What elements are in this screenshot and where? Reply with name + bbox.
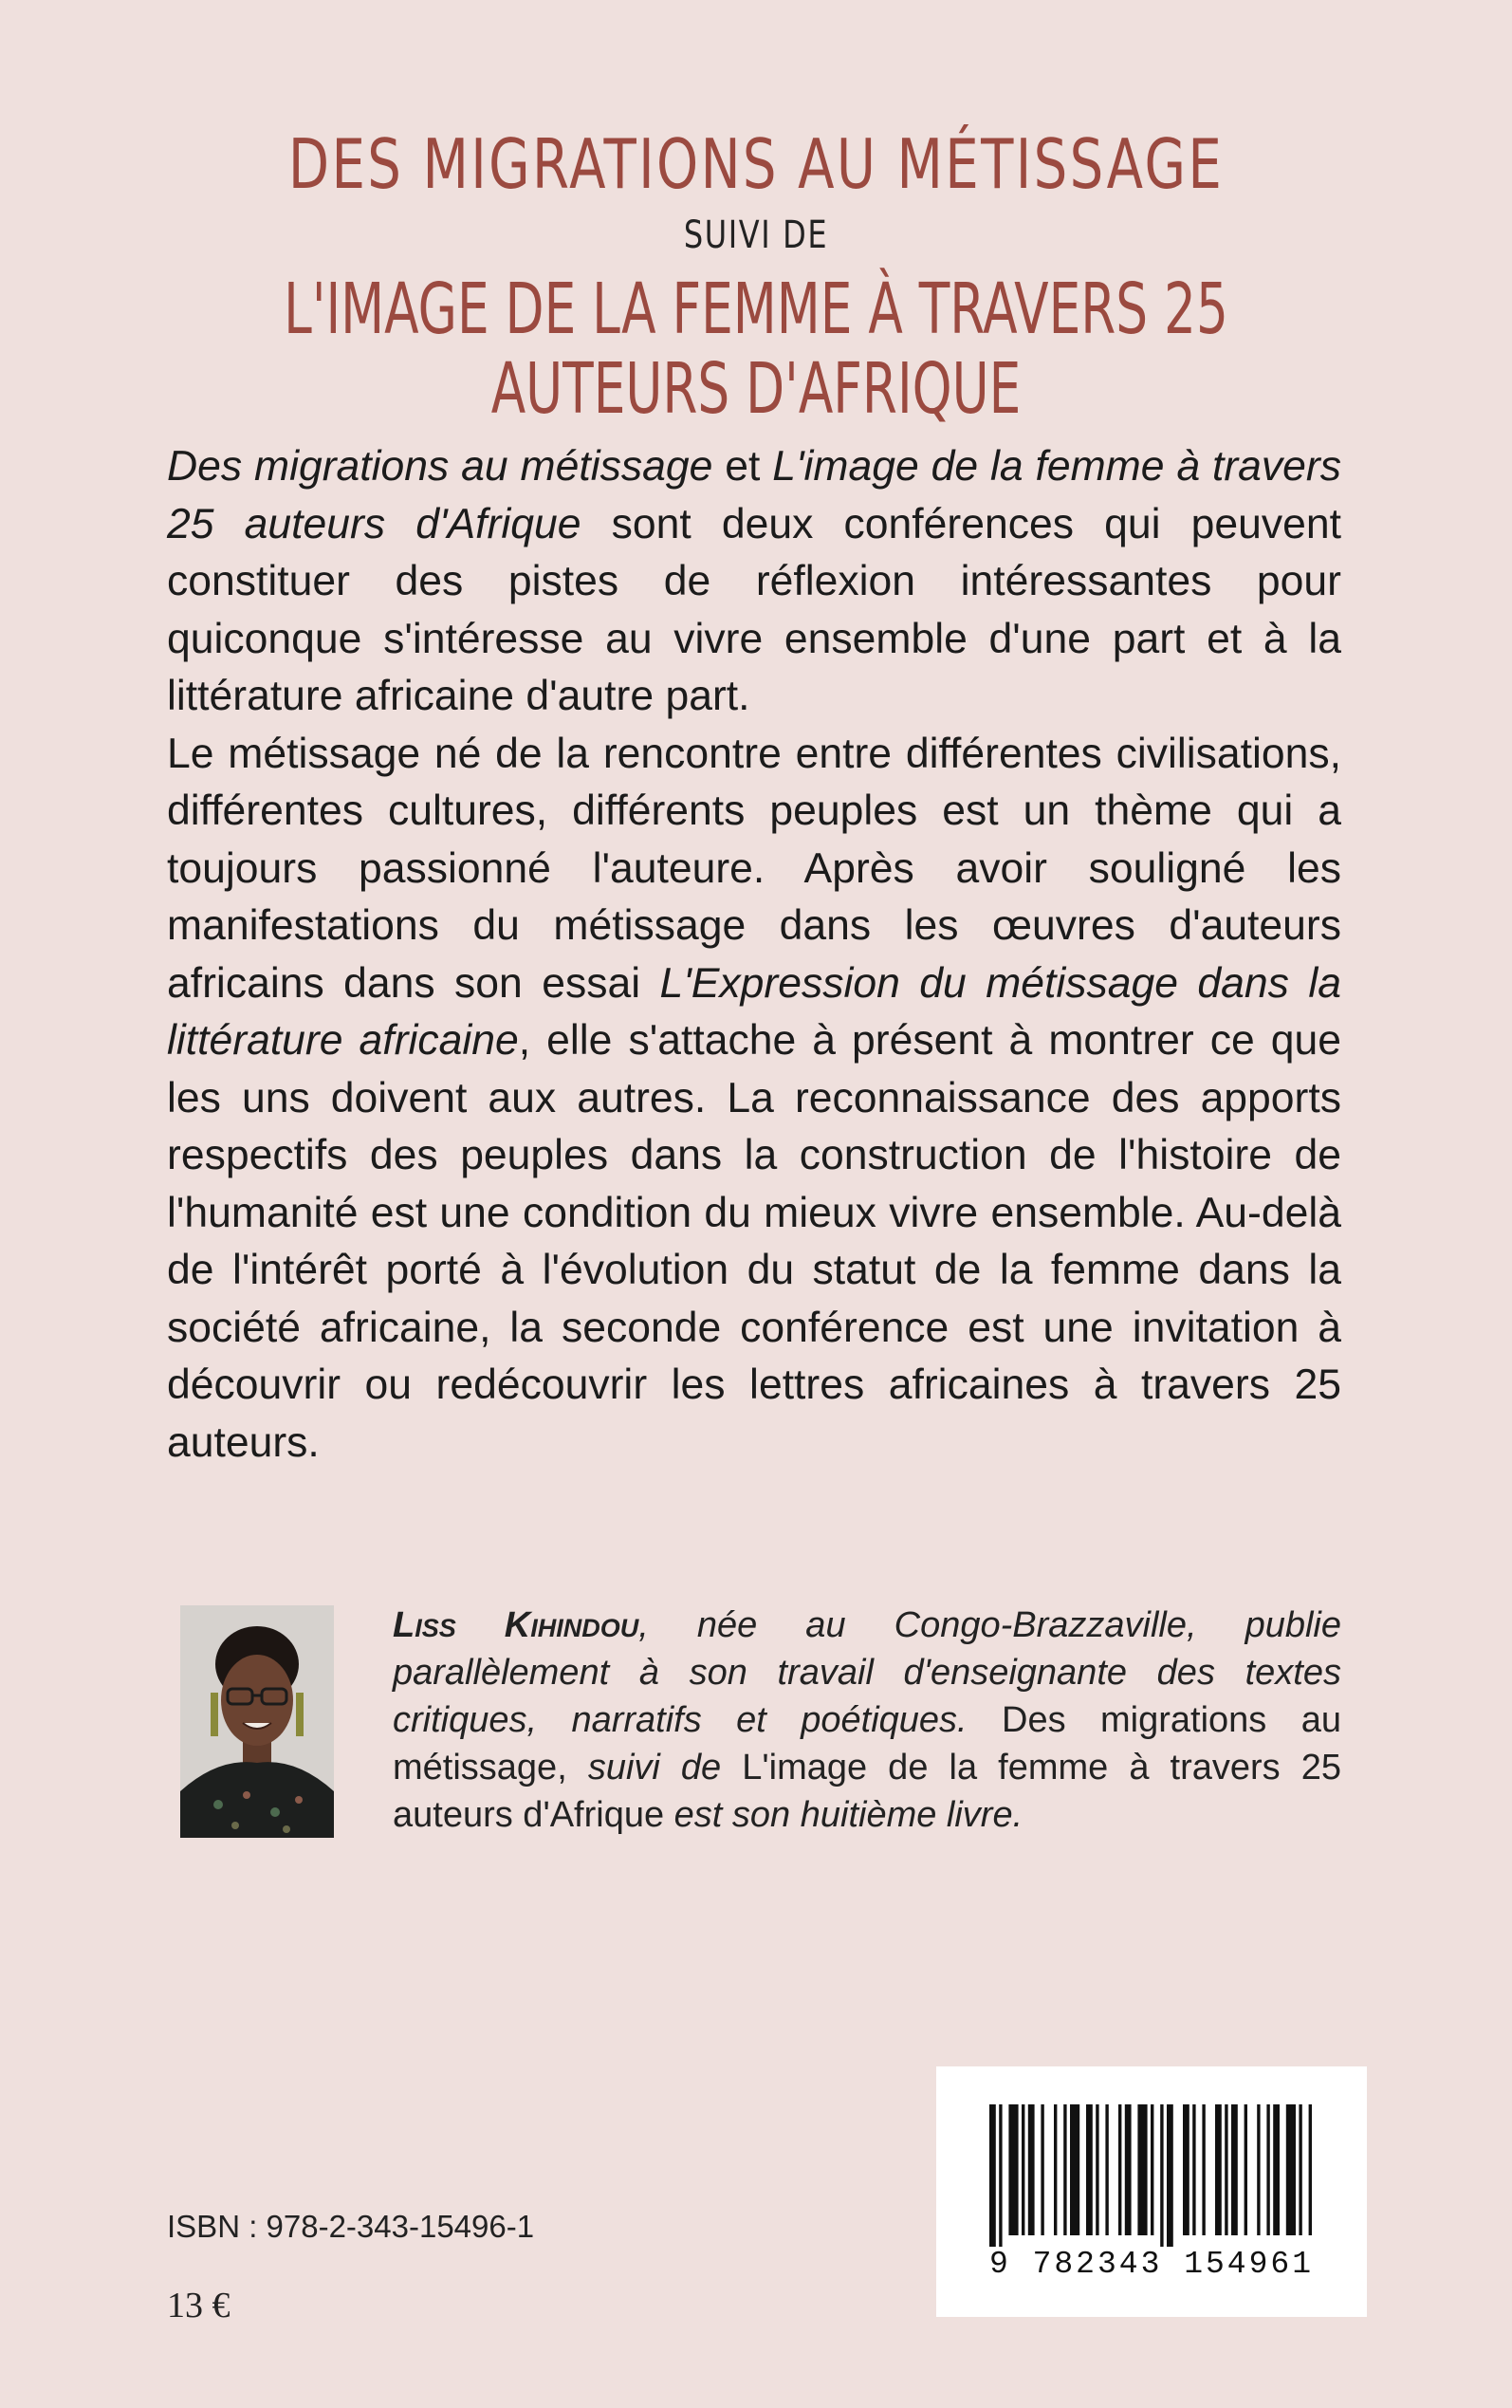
barcode-bar <box>1125 2104 1132 2235</box>
barcode-bar <box>1202 2104 1205 2235</box>
price: 13 € <box>167 2286 230 2325</box>
summary-title-1: Des migrations au métissage <box>167 443 713 490</box>
barcode-bar <box>1167 2104 1173 2247</box>
barcode-bar <box>1215 2104 1222 2235</box>
author-bio-text: , née au Congo-Brazzaville, publie parallèlement à son travail d'enseignante des textes critiques, narratifs et poétiques. <box>393 1605 1342 1740</box>
barcode-bar <box>1266 2104 1269 2235</box>
back-cover-summary <box>167 438 1341 1472</box>
summary-essay-title: L'Expression du métissage dans la littérature africaine <box>167 959 1341 1064</box>
barcode-bar <box>1008 2104 1018 2235</box>
barcode-bar <box>1086 2104 1093 2235</box>
author-photo <box>180 1605 334 1838</box>
barcode-bar <box>1257 2104 1260 2235</box>
barcode-bar <box>1070 2104 1079 2235</box>
title-block <box>0 125 1512 429</box>
author-book-title-2: L'image de la femme à travers 25 auteurs d'Afrique <box>393 1748 1341 1835</box>
barcode-bar <box>1183 2104 1189 2235</box>
barcode-bar <box>1041 2104 1043 2235</box>
barcode-bar <box>1096 2104 1098 2235</box>
barcode-bar <box>999 2104 1002 2247</box>
book-title: DES MIGRATIONS AU MÉTISSAGE <box>287 124 1225 204</box>
author-bio <box>393 1602 1341 1839</box>
barcode-bar <box>1225 2104 1227 2235</box>
book-subtitle-connector: SUIVI DE <box>683 213 829 257</box>
summary-and: et <box>712 443 773 490</box>
barcode-bar <box>1105 2104 1108 2235</box>
barcode-bar <box>1054 2104 1057 2235</box>
barcode-bar <box>1151 2104 1153 2235</box>
summary-p2-text: , elle s'attache à présent à montrer ce que les uns doivent aux autres. La reconnaissance des apports respectifs des peuples dans la construction de l'histoire de l'humanité est une condition du mieux vivre ensemble. Au-delà de l'intérêt porté à l'évolution du statut de la femme dans la société africaine, la seconde conférence est une invitation à découvrir ou redécouvrir les lettres africaines à travers 25 auteurs. <box>167 1017 1341 1466</box>
author-suivi-de: suivi de <box>587 1748 722 1787</box>
barcode-bar <box>1028 2104 1035 2235</box>
barcode-bar <box>1137 2104 1147 2235</box>
book-second-title: L'IMAGE DE LA FEMME À TRAVERS 25 AUTEURS D'AFRIQUE <box>284 269 1228 430</box>
barcode-bar <box>1299 2104 1301 2235</box>
barcode <box>936 2066 1367 2317</box>
barcode-bar <box>1160 2104 1163 2247</box>
barcode-bar <box>1286 2104 1296 2235</box>
isbn-number: ISBN : 978-2-343-15496-1 <box>167 2209 535 2244</box>
barcode-bar <box>1273 2104 1280 2235</box>
barcode-bar <box>1245 2104 1247 2235</box>
barcode-digits: 9 782343 154961 <box>988 2247 1315 2282</box>
barcode-bar <box>1192 2104 1195 2235</box>
barcode-bar <box>989 2104 996 2247</box>
author-portrait-image <box>180 1605 334 1838</box>
barcode-bar <box>1231 2104 1238 2235</box>
barcode-bar <box>1309 2104 1312 2235</box>
author-bio-end: est son huitième livre. <box>673 1795 1023 1835</box>
barcode-bar <box>1022 2104 1024 2235</box>
summary-p1-text: sont deux conférences qui peuvent constituer des pistes de réflexion intéressantes pour quiconque s'intéresse au vivre ensemble d'une part et à la littérature africaine d'autre part. <box>167 500 1341 719</box>
summary-paragraph-2 <box>167 726 1341 1473</box>
barcode-bar <box>1063 2104 1066 2235</box>
summary-paragraph-1 <box>167 438 1341 726</box>
author-first-name: Liss <box>393 1605 456 1645</box>
summary-title-2: L'image de la femme à travers 25 auteurs d'Afrique <box>167 443 1342 547</box>
summary-p2-start: Le métissage né de la rencontre entre différentes civilisations, différentes cultures, différents peuples est un thème qui a toujours passionné l'auteure. Après avoir souligné les manifestations du métissage dans les œuvres d'auteurs africains dans son essai <box>167 730 1341 1007</box>
barcode-bars <box>989 2104 1314 2247</box>
barcode-bar <box>1118 2104 1121 2235</box>
author-book-title-1: Des migrations au métissage, <box>393 1700 1341 1787</box>
author-last-name: Kihindou <box>504 1605 639 1645</box>
